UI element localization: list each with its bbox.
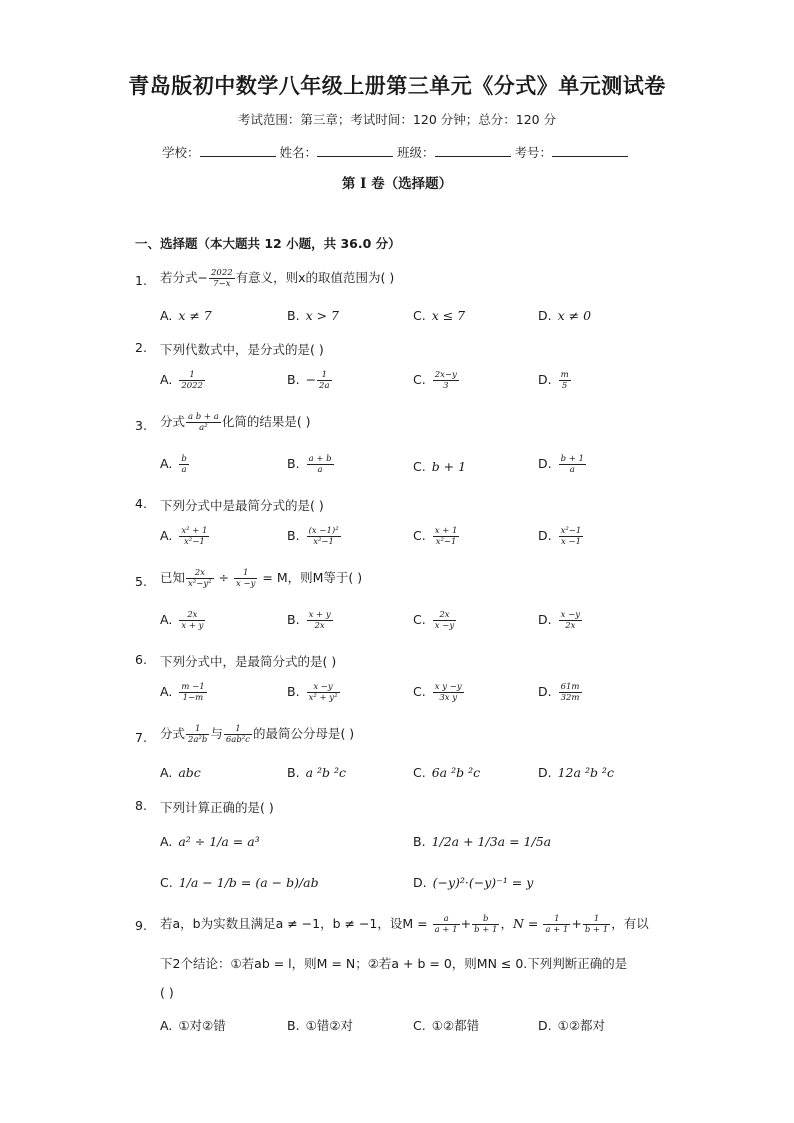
- option-text: b + 1: [431, 459, 467, 474]
- q1-sign: −: [197, 270, 208, 285]
- q2-option-c[interactable]: [413, 370, 460, 391]
- option-label: A.: [160, 612, 173, 627]
- option-label: C.: [413, 528, 426, 543]
- question-2-text: 下列代数式中，是分式的是( ): [160, 342, 324, 357]
- frac-num: b + 1: [560, 454, 584, 464]
- frac-den: x + y: [181, 621, 204, 631]
- q7-mid: 与: [210, 726, 223, 741]
- option-label: B.: [287, 684, 300, 699]
- q9-frac: $\frac{b}{b + 1}$: [474, 914, 498, 935]
- frac-num: 1: [224, 724, 252, 735]
- option-label: D.: [538, 765, 552, 780]
- q9-option-c[interactable]: [413, 1016, 479, 1034]
- q5-fraction-1: [186, 568, 214, 589]
- school-label: 学校：: [162, 145, 200, 160]
- q6-option-b[interactable]: [287, 682, 341, 703]
- question-9-line-1: 若a，b为实数且满足a ≠ −1，b ≠ −1，设M = $\frac{a}{a + 1}$ + $\frac{b}{b + 1}$ ，N = $\frac{1}{a + 1}$ + $\frac{1}{b + 1}$ ，有以: [160, 914, 649, 935]
- q5-option-b[interactable]: [287, 610, 334, 631]
- option-label: A.: [160, 684, 173, 699]
- option-label: B.: [287, 372, 300, 387]
- frac-num: 2x−y: [434, 370, 457, 380]
- option-fraction: [559, 526, 584, 547]
- frac-num: x −y: [560, 610, 581, 620]
- number-blank[interactable]: [552, 144, 628, 157]
- option-text: ①错②对: [305, 1018, 353, 1033]
- q3-frac-num: a b + a: [188, 412, 219, 422]
- option-label: B.: [287, 528, 300, 543]
- frac-den: a: [569, 465, 575, 475]
- q5-option-d[interactable]: [538, 610, 583, 631]
- number-label: 考号：: [514, 145, 553, 160]
- option-fraction: [307, 610, 333, 631]
- q5-post: = M，则M等于( ): [258, 570, 363, 585]
- question-4-text: 下列分式中是最简分式的是( ): [160, 498, 324, 513]
- option-label: C.: [160, 875, 173, 890]
- option-label: B.: [287, 612, 300, 627]
- q9-option-b[interactable]: [287, 1016, 353, 1034]
- q9-frac: $\frac{a}{a + 1}$: [434, 914, 458, 935]
- frac-num: x + 1: [434, 526, 458, 536]
- frac-num: 1: [317, 370, 331, 381]
- option-fraction: [559, 454, 586, 475]
- frac-den: a: [317, 465, 323, 475]
- question-7-text: [160, 724, 354, 745]
- option-label: A.: [160, 528, 173, 543]
- option-text: ①对②错: [178, 1018, 226, 1033]
- q7-fraction-1: [186, 724, 209, 745]
- frac-den: x −y: [235, 579, 256, 589]
- frac-den: 2x: [314, 621, 325, 631]
- frac-num: x² + 1: [181, 526, 208, 536]
- option-label: D.: [538, 308, 552, 323]
- name-label: 姓名：: [279, 145, 318, 160]
- q1-option-c[interactable]: [413, 308, 465, 323]
- q1-option-d[interactable]: [538, 308, 591, 323]
- frac-den: x²−1: [313, 537, 334, 547]
- option-text: x > 7: [305, 308, 339, 323]
- option-fraction: [433, 370, 459, 391]
- option-text: ①②都错: [431, 1018, 480, 1033]
- option-text: 6a ²b ²c: [431, 765, 481, 780]
- option-fraction: [179, 370, 205, 391]
- volume-heading: 第 I 卷（选择题）: [341, 176, 453, 192]
- frac-num: b: [181, 454, 187, 464]
- frac-num: 61m: [560, 682, 580, 692]
- frac-den: x² + y²: [308, 693, 338, 703]
- q8-option-a[interactable]: [160, 834, 260, 849]
- option-label: D.: [538, 1018, 552, 1033]
- option-text: 1/a − 1/b = (a − b)/ab: [178, 875, 319, 890]
- option-text: 12a ²b ²c: [557, 765, 614, 780]
- q1-fraction: [209, 268, 235, 289]
- question-6-text: 下列分式中，是最简分式的是( ): [160, 654, 337, 669]
- option-fraction: [433, 526, 460, 547]
- option-label: D.: [538, 456, 552, 471]
- q3-option-a[interactable]: [160, 454, 190, 475]
- q9-option-a[interactable]: [160, 1016, 226, 1034]
- name-blank[interactable]: [317, 144, 393, 157]
- option-label: A.: [160, 834, 173, 849]
- frac-den: 3: [443, 381, 449, 391]
- question-number: 5.: [135, 574, 147, 589]
- option-fraction: [433, 682, 464, 703]
- option-text: a² ÷ 1/a = a³: [178, 834, 260, 849]
- frac-den: x²−1: [435, 537, 457, 547]
- question-number: 2.: [135, 340, 147, 355]
- q9-line1-post: ，有以: [611, 916, 649, 931]
- option-fraction: [179, 682, 206, 703]
- q5-pre: 已知: [160, 570, 186, 585]
- q6-option-d[interactable]: [538, 682, 583, 703]
- question-9-line-3: ( ): [160, 985, 174, 1000]
- option-label: D.: [538, 372, 552, 387]
- option-text: ①②都对: [557, 1018, 606, 1033]
- option-fraction: [307, 454, 334, 475]
- option-label: C.: [413, 765, 426, 780]
- q1-post: 有意义，则x的取值范围为( ): [235, 270, 395, 285]
- q2-option-b[interactable]: B. − $\frac{1}{2a}$: [287, 370, 330, 391]
- option-text: abc: [178, 765, 201, 780]
- option-text: x ≠ 7: [178, 308, 212, 323]
- q3-post: 化简的结果是( ): [221, 414, 311, 429]
- frac-num: x −y: [307, 682, 340, 693]
- student-fields: [162, 143, 628, 161]
- option-fraction: [307, 682, 340, 703]
- q5-option-a[interactable]: [160, 610, 206, 631]
- q5-fraction-2: [234, 568, 257, 589]
- option-label: C.: [413, 372, 426, 387]
- question-1-text: [160, 268, 394, 289]
- question-number: 4.: [135, 496, 147, 511]
- frac-num: x y −y: [434, 682, 462, 692]
- option-label: B.: [287, 308, 300, 323]
- frac-den: x²−y²: [188, 579, 212, 589]
- option-label: A.: [160, 456, 173, 471]
- q6-option-a[interactable]: [160, 682, 208, 703]
- option-fraction: [559, 610, 582, 631]
- frac-den: 5: [561, 381, 568, 391]
- question-5-text: [160, 568, 362, 589]
- option-label: B.: [413, 834, 426, 849]
- option-label: A.: [160, 765, 173, 780]
- frac-den: x −y: [434, 621, 455, 631]
- frac-num: a + b: [308, 454, 332, 464]
- q5-option-c[interactable]: [413, 610, 457, 631]
- option-label: D.: [538, 528, 552, 543]
- option-fraction: [179, 526, 209, 547]
- option-label: B.: [287, 765, 300, 780]
- q8-option-b[interactable]: [413, 834, 551, 849]
- option-label: C.: [413, 459, 426, 474]
- option-label: D.: [538, 684, 552, 699]
- option-text: 1/2a + 1/3a = 1/5a: [431, 834, 552, 849]
- q1-option-b[interactable]: [287, 308, 339, 323]
- question-number: 7.: [135, 730, 147, 745]
- class-blank[interactable]: [435, 144, 511, 157]
- frac-num: x + y: [308, 610, 331, 620]
- q1-frac-den: 7−x: [213, 279, 231, 289]
- section-heading: 一、选择题（本大题共 12 小题，共 36.0 分）: [135, 236, 401, 251]
- q8-option-d[interactable]: [413, 875, 533, 890]
- option-label: D.: [538, 612, 552, 627]
- frac-den: 1−m: [182, 693, 204, 703]
- option-label: A.: [160, 1018, 173, 1033]
- question-number: 3.: [135, 418, 147, 433]
- q7-option-c[interactable]: [413, 765, 480, 780]
- option-label: D.: [413, 875, 427, 890]
- frac-num: m −1: [181, 682, 205, 692]
- q9-line1-pre: 若a，b为实数且满足a ≠ −1，b ≠ −1，设M =: [160, 916, 432, 931]
- q7-option-a[interactable]: [160, 765, 201, 780]
- frac-den: 32m: [560, 693, 580, 703]
- exam-info: 考试范围：第三章；考试时间：120 分钟；总分：120 分: [237, 112, 557, 127]
- option-fraction: [559, 370, 571, 391]
- q9-frac: $\frac{1}{b + 1}$: [584, 914, 609, 935]
- q2-option-d[interactable]: [538, 370, 572, 391]
- frac-den: 2a²b: [188, 735, 208, 745]
- question-number: 6.: [135, 652, 147, 667]
- q1-frac-num: 2022: [211, 268, 233, 278]
- frac-num: x²−1: [560, 526, 582, 536]
- question-3-text: [160, 412, 311, 433]
- q3-option-c[interactable]: [413, 459, 466, 474]
- question-number: 9.: [135, 918, 147, 933]
- frac-num: m: [560, 370, 569, 380]
- q3-fraction: [186, 412, 221, 433]
- option-fraction: [179, 454, 188, 475]
- frac-num: 1: [179, 370, 205, 381]
- frac-num: (x −1)²: [308, 526, 339, 536]
- question-number: 1.: [135, 273, 147, 288]
- option-fraction: [433, 610, 456, 631]
- q5-op: ÷: [214, 570, 233, 585]
- option-text: x ≠ 0: [557, 308, 592, 323]
- frac-num: 1: [186, 724, 209, 735]
- frac-den: 2a: [319, 381, 330, 391]
- option-label: B.: [287, 456, 300, 471]
- question-number: 8.: [135, 798, 147, 813]
- q7-option-d[interactable]: [538, 765, 614, 780]
- q7-post: 的最简公分母是( ): [252, 726, 355, 741]
- q6-option-c[interactable]: [413, 682, 465, 703]
- page-title: 青岛版初中数学八年级上册第三单元《分式》单元测试卷: [128, 73, 666, 98]
- option-fraction: [559, 682, 582, 703]
- q3-pre: 分式: [160, 414, 186, 429]
- frac-num: 2x: [179, 610, 205, 621]
- q4-option-c[interactable]: [413, 526, 460, 547]
- option-label: A.: [160, 372, 173, 387]
- q9-option-d[interactable]: [538, 1016, 605, 1034]
- option-label: A.: [160, 308, 173, 323]
- q7-fraction-2: [224, 724, 252, 745]
- option-fraction: [317, 370, 331, 391]
- q4-option-b[interactable]: [287, 526, 342, 547]
- q7-option-b[interactable]: [287, 765, 346, 780]
- frac-den: x²−1: [184, 537, 205, 547]
- option-fraction: [179, 610, 205, 631]
- option-label: C.: [413, 684, 426, 699]
- q3-frac-den: a²: [199, 423, 208, 433]
- question-8-text: 下列计算正确的是( ): [160, 800, 274, 815]
- frac-den: 2022: [181, 381, 203, 391]
- frac-num: 1: [234, 568, 257, 579]
- frac-den: a: [181, 465, 187, 475]
- question-9-line-2: 下2个结论：①若ab = l，则M = N；②若a + b = 0，则MN ≤ 0.下列判断正确的是: [160, 956, 628, 971]
- option-label: C.: [413, 612, 426, 627]
- option-text: a ²b ²c: [305, 765, 346, 780]
- q3-option-b[interactable]: [287, 454, 335, 475]
- q2-option-a[interactable]: [160, 370, 206, 391]
- option-label: C.: [413, 1018, 426, 1033]
- frac-num: 2x: [186, 568, 214, 579]
- frac-den: x −1: [560, 537, 581, 547]
- option-text: x ≤ 7: [431, 308, 466, 323]
- school-blank[interactable]: [200, 144, 276, 157]
- option-fraction: [307, 526, 341, 547]
- q4-option-a[interactable]: [160, 526, 210, 547]
- option-label: B.: [287, 1018, 300, 1033]
- option-label: C.: [413, 308, 426, 323]
- q1-option-a[interactable]: [160, 308, 212, 323]
- class-label: 班级：: [397, 145, 435, 160]
- frac-den: 6ab²c: [225, 735, 250, 745]
- frac-den: 3x y: [439, 693, 458, 703]
- q8-option-c[interactable]: [160, 875, 319, 890]
- q1-pre: 若分式: [160, 270, 198, 285]
- q4-option-d[interactable]: [538, 526, 584, 547]
- frac-num: 2x: [433, 610, 456, 621]
- frac-den: 2x: [565, 621, 576, 631]
- q3-option-d[interactable]: [538, 454, 587, 475]
- option-text: (−y)²·(−y)⁻¹ = y: [432, 875, 534, 890]
- q9-frac: $\frac{1}{a + 1}$: [545, 914, 569, 935]
- q7-pre: 分式: [160, 726, 186, 741]
